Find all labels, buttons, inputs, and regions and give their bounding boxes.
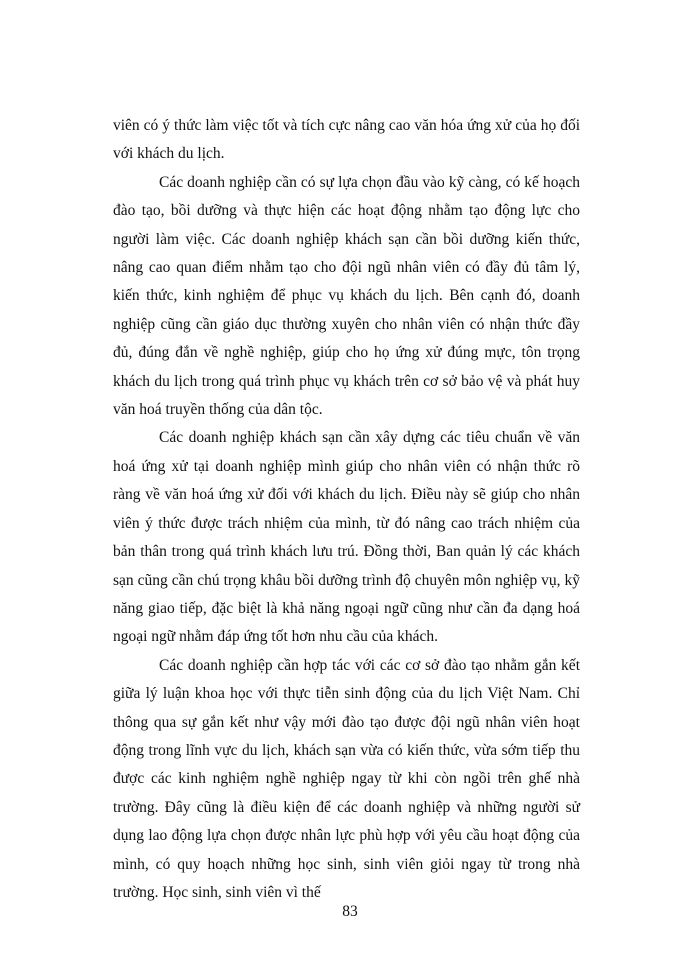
- paragraph-3: Các doanh nghiệp khách sạn cần xây dựng các tiêu chuẩn về văn hoá ứng xử tại doanh nghiệp mình giúp cho nhân viên có nhận thức rõ ràng về văn hoá ứng xử đối với khách du lịch. Điều này sẽ giúp cho nhân viên ý thức được trách nhiệm của mình, từ đó nâng cao trách nhiệm của bản thân trong quá trình khách lưu trú. Đồng thời, Ban quản lý các khách sạn cũng cần chú trọng khâu bồi dưỡng trình độ chuyên môn nghiệp vụ, kỹ năng giao tiếp, đặc biệt là khả năng ngoại ngữ cũng như cần đa dạng hoá ngoại ngữ nhằm đáp ứng tốt hơn nhu cầu của khách.: [113, 429, 580, 646]
- paragraph-1: viên có ý thức làm việc tốt và tích cực nâng cao văn hóa ứng xử của họ đối với khách du lịch.: [113, 117, 580, 163]
- paragraph-4: Các doanh nghiệp cần hợp tác với các cơ sở đào tạo nhằm gắn kết giữa lý luận khoa học với thực tiễn sinh động của du lịch Việt Nam. Chỉ thông qua sự gắn kết như vậy mới đào tạo được đội ngũ nhân viên hoạt động trong lĩnh vực du lịch, khách sạn vừa có kiến thức, vừa sớm tiếp thu được các kinh nghiệm nghề nghiệp ngay từ khi còn ngồi trên ghế nhà trường. Đây cũng là điều kiện để các doanh nghiệp và những người sử dụng lao động lựa chọn được nhân lực phù hợp với yêu cầu hoạt động của mình, có quy hoạch những học sinh, sinh viên giỏi ngay từ trong nhà trường. Học sinh, sinh viên vì thế: [113, 656, 580, 901]
- paragraph-2: Các doanh nghiệp cần có sự lựa chọn đầu vào kỹ càng, có kế hoạch đào tạo, bồi dưỡng và thực hiện các hoạt động nhằm tạo động lực cho người làm việc. Các doanh nghiệp khách sạn cần bồi dưỡng kiến thức, nâng cao quan điểm nhằm tạo cho đội ngũ nhân viên có đầy đủ tâm lý, kiến thức, kinh nghiệm để phục vụ khách du lịch. Bên cạnh đó, doanh nghiệp cũng cần giáo dục thường xuyên cho nhân viên có nhận thức đầy đủ, đúng đắn về nghề nghiệp, giúp cho họ ứng xử đúng mực, tôn trọng khách du lịch trong quá trình phục vụ khách trên cơ sở bảo vệ và phát huy văn hoá truyền thống của dân tộc.: [113, 173, 580, 419]
- body-text: [113, 112, 580, 907]
- page-number: 83: [342, 903, 358, 920]
